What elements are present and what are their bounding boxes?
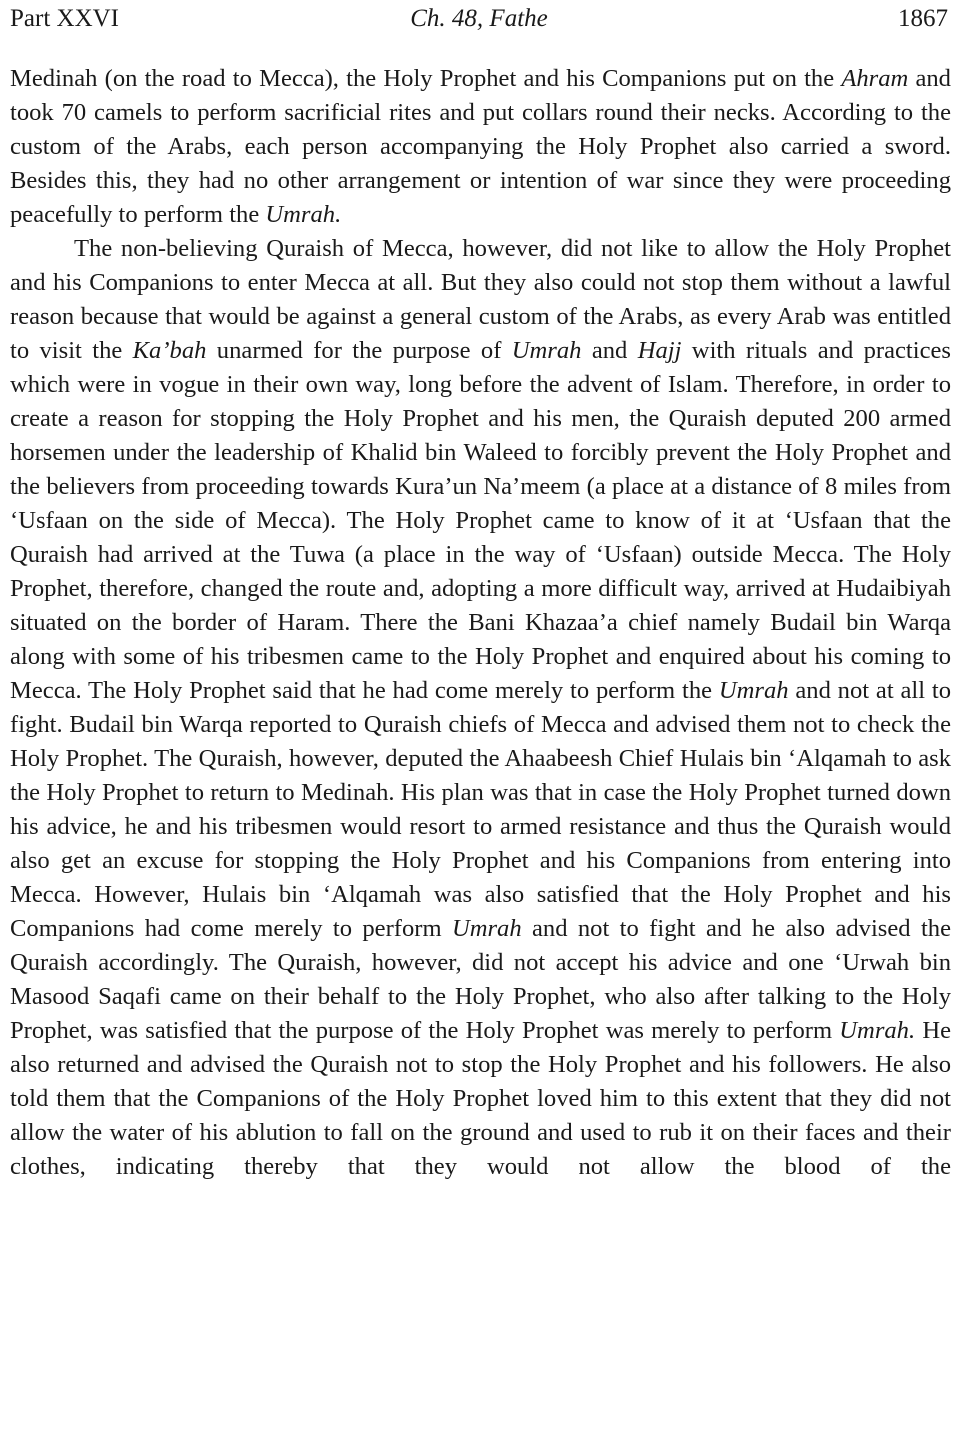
part-label: Part XXVI	[10, 5, 120, 32]
paragraph-1	[10, 62, 951, 232]
italic-term: Umrah	[451, 915, 522, 942]
text-run: The non-believing Quraish of Mecca, however, did not like to allow the Holy Prophet and his Companions to enter Mecca at all. But they also could not stop them without a lawful reason because that would be against a general custom of the Arabs, as every Arab was entitled to visit the	[10, 235, 951, 364]
italic-term: Umrah.	[839, 1017, 916, 1044]
text-run: He also returned and advised the Quraish not to stop the Holy Prophet and his followers. He also told them that the Companions of the Holy Prophet loved him to this extent that they did not allow the water of his ablution to fall on the ground and used to rub it on their faces and their clothes, indicating thereby that they would not allow the blood of the	[10, 1017, 951, 1180]
paragraph-2	[10, 232, 951, 1184]
text-run: and took 70 camels to perform sacrificial rites and put collars round their necks. According to the custom of the Arabs, each person accompanying the Holy Prophet also carried a sword. Besides this, they had no other arrangement or intention of war since they were proceeding peacefully to perform the	[10, 65, 951, 228]
italic-term: Hajj	[637, 337, 682, 364]
text-run: and not at all to fight. Budail bin Warqa reported to Quraish chiefs of Mecca and advised them not to check the Holy Prophet. The Quraish, however, deputed the Ahaabeesh Chief Hulais bin ‘Alqamah to ask the Holy Prophet to return to Medinah. His plan was that in case the Holy Prophet turned down his advice, he and his tribesmen would resort to armed resistance and thus the Quraish would also get an excuse for stopping the Holy Prophet and his Companions from entering into Mecca. However, Hulais bin ‘Alqamah was also satisfied that the Holy Prophet and his Companions had come merely to perform	[10, 677, 951, 942]
italic-term: Umrah.	[265, 201, 342, 228]
text-run: unarmed for the purpose of	[206, 337, 512, 364]
italic-term: Umrah	[511, 337, 582, 364]
text-run: with rituals and practices which were in vogue in their own way, long before the advent of Islam. Therefore, in order to create a reason for stopping the Holy Prophet and his men, the Quraish deputed 200 armed horsemen under the leadership of Khalid bin Waleed to forcibly prevent the Holy Prophet and the believers from proceeding towards Kura’un Na’meem (a place at a distance of 8 miles from ‘Usfaan on the side of Mecca). The Holy Prophet came to know of it at ‘Usfaan that the Quraish had arrived at the Tuwa (a place in the way of ‘Usfaan) outside Mecca. The Holy Prophet, therefore, changed the route and, adopting a more difficult way, arrived at Hudaibiyah situated on the border of Haram. There the Bani Khazaa’a chief namely Budail bin Warqa along with some of his tribesmen came to the Holy Prophet and enquired about his coming to Mecca. The Holy Prophet said that he had come merely to perform the	[10, 337, 951, 704]
page-number: 1867	[898, 5, 948, 32]
italic-term: Ka’bah	[132, 337, 207, 364]
body-text	[10, 62, 951, 1184]
text-run: and	[581, 337, 638, 364]
chapter-title: Ch. 48, Fathe	[410, 5, 548, 32]
text-run: and not to fight and he also advised the Quraish accordingly. The Quraish, however, did not accept his advice and one ‘Urwah bin Masood Saqafi came on their behalf to the Holy Prophet, who also after talking to the Holy Prophet, was satisfied that the purpose of the Holy Prophet was merely to perform	[10, 915, 951, 1044]
running-header	[10, 3, 948, 35]
text-run: Medinah (on the road to Mecca), the Holy Prophet and his Companions put on the	[10, 65, 842, 92]
italic-term: Ahram	[841, 65, 909, 92]
italic-term: Umrah	[718, 677, 789, 704]
